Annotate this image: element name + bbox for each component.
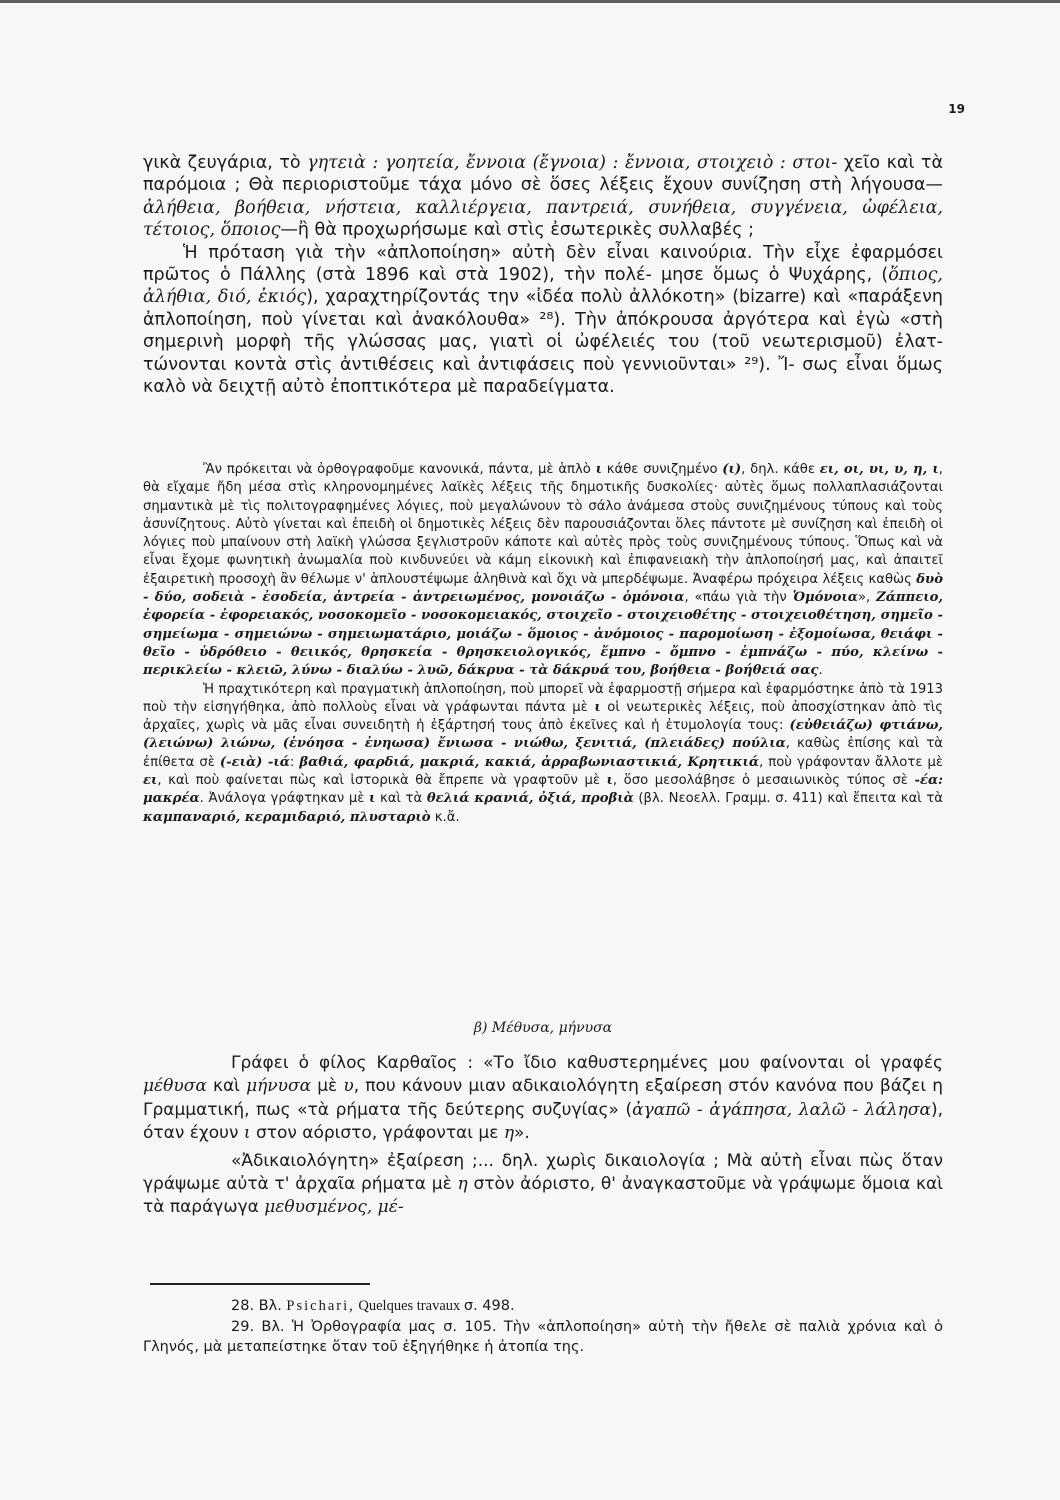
paragraph-response: «Ἀδικαιολόγητη» ἐξαίρεση ;... δηλ. χωρὶς δικαιολογία ; Μὰ αὐτὴ εἶναι πὼς ὅταν γράψωμε αὐτὰ τ' ἀρχαῖα ρήματα μὲ η στὸν ἀόριστο, θ' ἀναγκαστοῦμε νὰ γράψωμε ὅμοια καὶ τὰ παράγωγα μεθυσμένος, μέ- bbox=[143, 1150, 944, 1218]
footnote-divider bbox=[150, 1283, 370, 1285]
scan-top-edge bbox=[0, 0, 1060, 3]
paragraph-practical: Ἡ πραχτικότερη καὶ πραγματικὴ ἁπλοποίηση, ποὺ μπορεῖ νὰ ἐφαρμοστῇ σήμερα καὶ ἐφαρμόστηκε ἀπὸ τὰ 1913 ποὺ τὴν εἰσηγήθηκα, ἀπὸ πολλοὺς εἶναι νὰ γράφωνται πάντα μὲ ι οἱ νεωτερικὲς λέξεις, ποὺ ἀποσχίστηκαν ἀπὸ τὶς ἀρχαῖες, χωρὶς νὰ μᾶς εἶναι συνειδητὴ ἡ ἐξάρτησή τους ἀπὸ ἐκεῖνες καὶ ἡ ἐτυμολογία τους: (εὐθειάζω) φτιάνω, (λειώνω) λιώνω, (ἑνόησα - ἐνηωσα) ἔνιωσα - νιώθω, ξενιτιά, (πλειάδες) πούλια, καθὼς ἐπίσης καὶ τὰ ἐπίθετα σὲ (-ειὰ) -ιά: βαθιά, φαρδιά, μακριά, κακιά, ἀρραβωνιαστικιά, Κρητικιά, ποὺ γράφονταν ἄλλοτε μὲ ει, καὶ ποὺ φαίνεται πὼς καὶ ἱστορικὰ θὰ ἔπρεπε νὰ γραφτοῦν μὲ ι, ὅσο μεσολάβησε ὁ μεσαιωνικὸς τύπος σὲ -έα: μακρέα. Ἀνάλογα γράφτηκαν μὲ ι καὶ τὰ θελιά κρανιά, ὀξιά, προβιὰ (βλ. Νεοελλ. Γραμμ. σ. 411) καὶ ἔπειτα καὶ τὰ καμπαναριό, κεραμιδαριό, πλυσταριὸ κ.ἄ. bbox=[143, 681, 944, 825]
paragraph-examples: Ἂν πρόκειται νὰ ὀρθογραφοῦμε κανονικά, πάντα, μὲ ἁπλὸ ι κάθε συνιζημένο (ι), δηλ. κάθε ει, οι, υι, υ, η, ι, θὰ εἴχαμε ἤδη μέσα στὶς κληρονομημένες λαϊκὲς λέξεις τῆς δημοτικῆς δυσκολίες· αὐτὲς ὅμως πολλαπλασιάζονται σημαντικὰ μὲ τὶς πολιτογραφημένες λόγιες, ποὺ μεγαλώνουν τὸ σάλο ἀνάμεσα στοὺς συνιζημένους τύπους καὶ τοὺς ἀσυνίζητους. Αὐτὸ γίνεται καὶ ἐπειδὴ οἱ δημοτικὲς λέξεις δὲν παρουσιάζονται ὅλες πάντοτε μὲ συνίζηση καὶ ἐπειδὴ οἱ λόγιες ποὺ μπαίνουν στὴ λαϊκὴ γλώσσα ξεγλιστροῦν κάποτε καὶ αὐτὲς πρὸς τοὺς συνιζημένους τύπους. Ὅπως καὶ νὰ εἶναι ἔχομε φωνητικὴ ἀνωμαλία ποὺ κινδυνεύει νὰ κάμη εἰκονικὴ καὶ ἐπιφανειακὴ τὴν ἁπλοποίησή μας, καὶ ἀπαιτεῖ ἐξαιρετικὴ προσοχὴ ἂν θέλωμε ν' ἁπλουστέψωμε ἀληθινὰ καὶ ὄχι νὰ μπερδέψωμε. Ἀναφέρω πρόχειρα λέξεις καθὼς δυὸ - δύο, σοδειὰ - ἐσοδεία, ἀντρεία - ἀντρειωμένος, μονοιάζω - ὁμόνοια, «πάω γιὰ τὴν Ὁμόνοια», Ζάππειο, ἐφορεία - ἐφορειακός, νοσοκομεῖο - νοσοκομειακός, στοιχεῖο - στοιχειοθέτης - στοιχειοθέτηση, σημεῖο - σημείωμα - σημειώνω - σημειωματάριο, μοιάζω - ὅμοιος - ἀνόμοιος - παρομοίωση - ἐξομοίωσα, θειάφι - θεῖο - ὑδρόθειο - θειικός, θρησκεία - θρησκειολογικός, ἔμπνο - ὄμπνο - ἐμπνάζω - πύο, κλείνω - περικλείω - κλειῶ, λύνω - διαλύω - λυῶ, δάκρυα - τὰ δάκρυά του, βοήθεια - βοήθειά σας. bbox=[143, 462, 944, 679]
section-heading: β) Μέθυσα, μήνυσα bbox=[473, 1020, 613, 1036]
page-number: 19 bbox=[948, 102, 965, 116]
paragraph-proposal: Ἡ πρόταση γιὰ τὴν «ἀπλοποίηση» αὐτὴ δὲν εἶναι καινούρια. Τὴν εἶχε ἐφαρμόσει πρῶτος ὁ Πάλλης (στὰ 1896 καὶ στὰ 1902), τὴν πολέ- μησε ὅμως ὁ Ψυχάρης, (ὅπιος, ἀλήθια, διό, ἐκιός), χαραχτηρίζοντάς την «ἰδέα πολὺ ἀλλόκοτη» (bizarre) καὶ «παράξενη ἀπλοποίηση, ποὺ γίνεται καὶ ἀνακόλουθα» ²⁸). Τὴν ἀπόκρουσα ἀργότερα καὶ ἐγὼ «στὴ σημερινὴ μορφὴ τῆς γλώσσας μας, γιατὶ οἱ ὠφέλειές του (τοῦ νεωτερισμοῦ) ἐλατ- τώνονται κοντὰ στὶς ἀντιθέσεις καὶ ἀντιφάσεις ποὺ γεννιοῦνται» ²⁹). Ἴ- σως εἶναι ὅμως καλὸ νὰ δειχτῇ αὐτὸ ἐποπτικότερα μὲ παραδείγματα. bbox=[143, 242, 943, 398]
main-text-block-2 bbox=[143, 1052, 943, 1220]
footnotes bbox=[143, 1296, 943, 1358]
main-text-block bbox=[143, 152, 943, 398]
small-print-block bbox=[143, 461, 943, 827]
footnote-29: 29. Βλ. Ἡ Ὀρθογραφία μας σ. 105. Τὴν «ἁπλοποίηση» αὐτὴ τὴν ἤθελε σὲ παλιὰ χρόνια καὶ ὁ Γληνός, μὰ μεταπείστηκε ὅταν τοῦ ἐξηγήθηκε ἡ ἀτοπία της. bbox=[143, 1318, 943, 1355]
footnote-28: 28. Βλ. Psichari, Quelques travaux σ. 498. bbox=[231, 1298, 515, 1314]
paragraph-quote: Γράφει ὁ φίλος Καρθαῖος : «Το ἴδιο καθυστερημένες μου φαίνονται οἱ γραφές μέθυσα καὶ μήνυσα μὲ υ, που κάνουν μιαν αδικαιολόγητη εξαίρεση στόν κανόνα που βάζει η Γραμματική, πως «τὰ ρήματα τῆς δεύτερης συζυγίας» (ἀγαπῶ - ἀγάπησα, λαλῶ - λάλησα), όταν έχουν ι στον αόριστο, γράφονται με η». bbox=[143, 1053, 944, 1144]
paragraph-intro: γικὰ ζευγάρια, τὸ γητειὰ : γοητεία, ἔννοια (ἔγνοια) : ἔννοια, στοιχειὸ : στοι- χεῖο καὶ τὰ παρόμοια ; Θὰ περιοριστοῦμε τάχα μόνο σὲ ὅσες λέξεις ἔχουν συνίζηση στὴ λήγουσα—ἀλήθεια, βοήθεια, νήστεια, καλλιέργεια, παντρειά, συνήθεια, συγγένεια, ὠφέλεια, τέτοιος, ὅποιος—ἢ θὰ προχωρήσωμε καὶ στὶς ἐσωτερικὲς συλλαβές ; bbox=[143, 153, 943, 241]
